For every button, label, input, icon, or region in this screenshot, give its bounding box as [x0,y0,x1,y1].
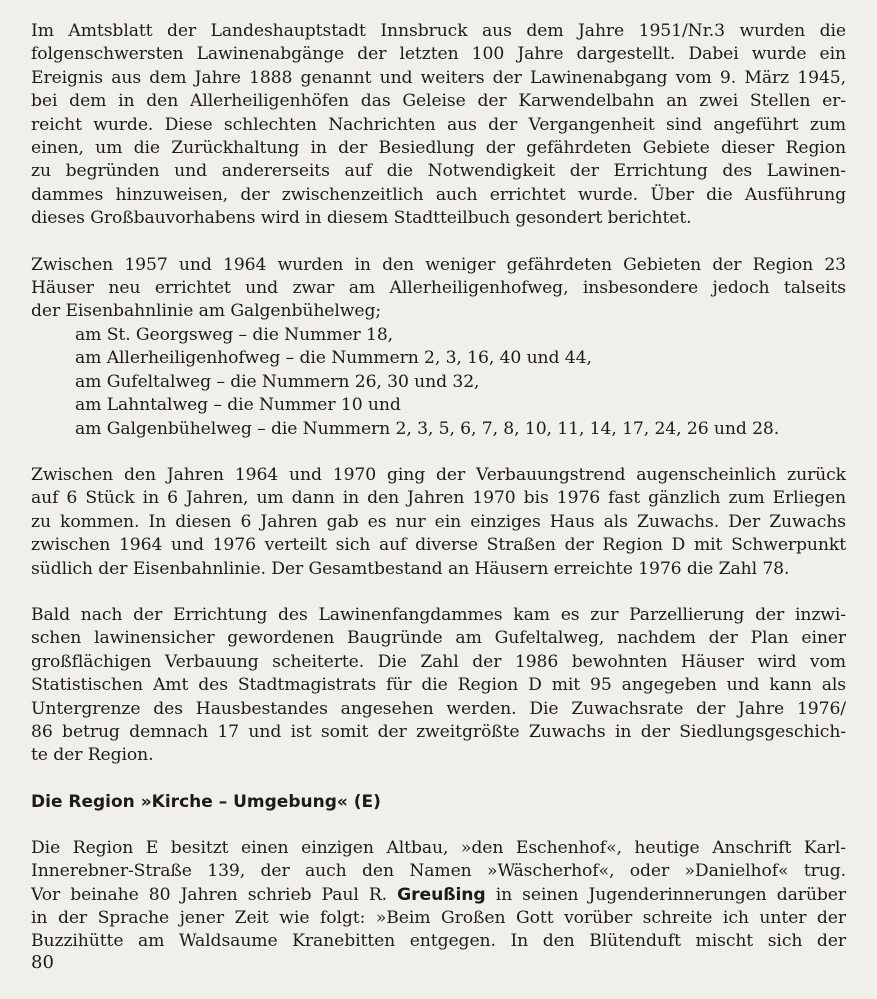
paragraph-spacer [31,814,846,837]
text-line: folgenschwersten Lawinenabgänge der letzten 100 Jahre dargestellt. Dabei wurde ein [31,44,846,65]
street-list-item: am Galgenbühelweg – die Nummern 2, 3, 5, 6, 7, 8, 10, 11, 14, 17, 24, 26 und 28. [75,418,780,439]
text-line: Innerebner-Straße 139, der auch den Namen »Wäscherhof«, oder »Danielhof« trug. [31,861,846,882]
text-line: dieses Großbauvorhabens wird in diesem Stadtteilbuch gesondert berichtet. [31,208,692,229]
text-line: zu begründen und andererseits auf die Notwendigkeit der Errichtung des Lawinen- [31,161,846,182]
text-line: Bald nach der Errichtung des Lawinenfangdammes kam es zur Parzellierung der inzwi- [31,604,846,625]
street-list-item: am Lahntalweg – die Nummer 10 und [75,395,401,416]
text-line: Ereignis aus dem Jahre 1888 genannt und weiters der Lawinenabgang vom 9. März 1945, [31,67,846,88]
page-number: 80 [31,952,54,973]
paragraph-spacer [31,441,846,464]
street-list-item: am St. Georgsweg – die Nummer 18, [75,324,394,345]
text-line [31,884,846,907]
text-line: bei dem in den Allerheiligenhöfen das Geleise der Karwendelbahn an zwei Stellen er- [31,91,846,112]
street-list-item: am Gufeltalweg – die Nummern 26, 30 und 32, [75,371,480,392]
paragraph-lawinenfangdamm [31,604,846,768]
text-line: zu kommen. In diesen 6 Jahren gab es nur ein einziges Haus als Zuwachs. Der Zuwachs [31,511,846,532]
text-line: einen, um die Zurückhaltung in der Besiedlung der gefährdeten Gebiete dieser Region [31,138,846,159]
text-line: großflächigen Verbauung scheiterte. Die Zahl der 1986 bewohnten Häuser wird vom [31,651,846,672]
text-line: reicht wurde. Diese schlechten Nachrichten aus der Vergangenheit sind angeführt zum [31,114,846,135]
text-line: dammes hinzuweisen, der zwischenzeitlich auch errichtet wurde. Über die Ausführung [31,184,846,205]
paragraph-houses-1957-1964 [31,254,846,441]
text-line: Die Region E besitzt einen einzigen Altbau, »den Eschenhof«, heutige Anschrift Karl- [31,837,846,858]
author-name: Greußing [397,884,486,905]
paragraph-region-e [31,837,846,954]
paragraph-amtsblatt [31,20,846,231]
text-line: te der Region. [31,745,154,766]
text-line: in der Sprache jener Zeit wie folgt: »Beim Großen Gott vorüber schreite ich unter der [31,908,846,928]
text-line: Buzzihütte am Waldsaume Kranebitten entgegen. In den Blütenduft mischt sich der [31,931,846,952]
text-line: Zwischen den Jahren 1964 und 1970 ging der Verbauungstrend augenscheinlich zurück [31,464,846,485]
text-run: Vor beinahe 80 Jahren schrieb Paul R. [31,884,388,905]
text-line: 86 betrug demnach 17 und ist somit der zweitgrößte Zuwachs in der Siedlungsgeschich- [31,721,846,742]
text-line: Statistischen Amt des Stadtmagistrats für die Region D mit 95 angegeben und kann als [31,675,846,696]
page-body [31,20,846,954]
paragraph-spacer [31,581,846,604]
text-line: zwischen 1964 und 1976 verteilt sich auf diverse Straßen der Region D mit Schwerpunkt [31,535,846,556]
text-run: in seinen Jugenderinnerungen darüber [495,884,846,905]
text-line: der Eisenbahnlinie am Galgenbühelweg; [31,301,382,322]
text-line: südlich der Eisenbahnlinie. Der Gesamtbestand an Häusern erreichte 1976 die Zahl 78. [31,558,790,579]
text-line: Häuser neu errichtet und zwar am Allerheiligenhofweg, insbesondere jedoch talseits [31,278,846,299]
paragraph-spacer [31,768,846,791]
text-line: Im Amtsblatt der Landeshauptstadt Innsbruck aus dem Jahre 1951/Nr.3 wurden die [31,21,846,41]
paragraph-spacer [31,231,846,254]
text-line: auf 6 Stück in 6 Jahren, um dann in den Jahren 1970 bis 1976 fast gänzlich zum Erliegen [31,488,846,509]
section-heading: Die Region »Kirche – Umgebung« (E) [31,791,381,812]
text-line: Untergrenze des Hausbestandes angesehen werden. Die Zuwachsrate der Jahre 1976/ [31,698,846,719]
street-list-item: am Allerheiligenhofweg – die Nummern 2, 3, 16, 40 und 44, [75,348,592,369]
text-line: Zwischen 1957 und 1964 wurden in den weniger gefährdeten Gebieten der Region 23 [31,254,846,275]
paragraph-houses-1964-1976 [31,464,846,581]
text-line: schen lawinensicher gewordenen Baugründe am Gufeltalweg, nachdem der Plan einer [31,628,846,649]
